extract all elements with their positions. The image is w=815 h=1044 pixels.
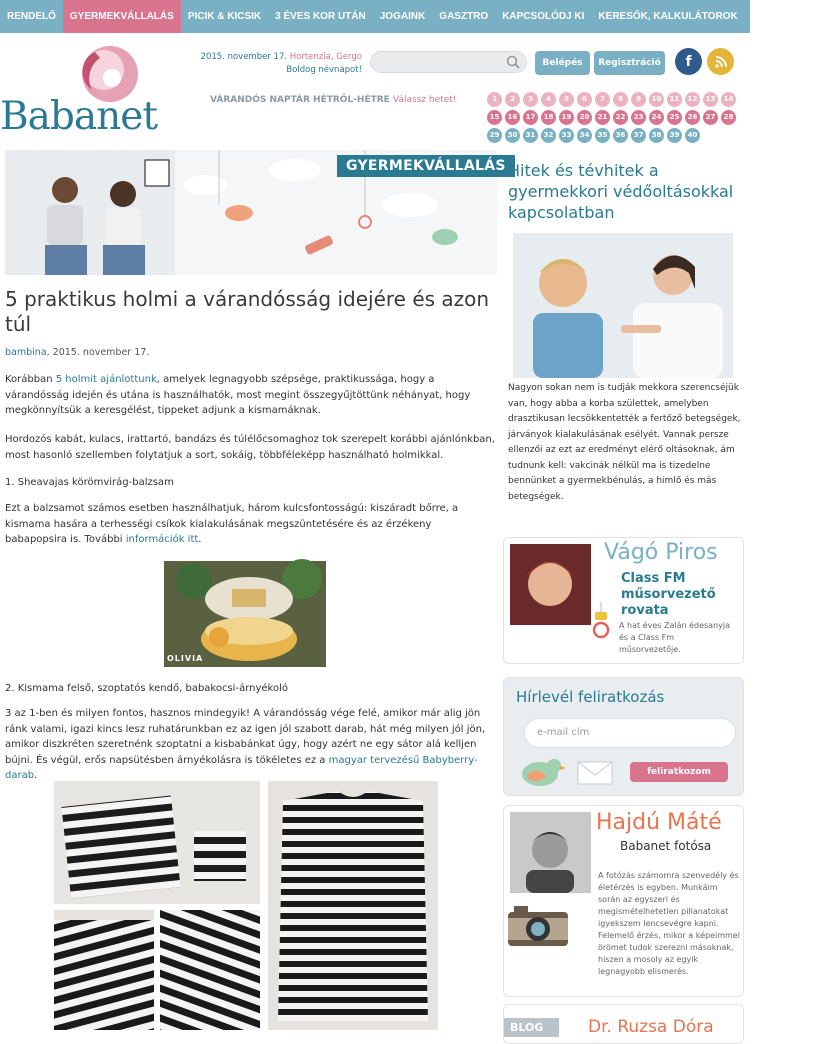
week-button-39[interactable]: 39: [667, 128, 682, 143]
photographer-name[interactable]: Hajdú Máté: [596, 810, 722, 835]
week-button-13[interactable]: 13: [703, 92, 718, 107]
week-button-16[interactable]: 16: [505, 110, 520, 125]
columnist-role: Class FM műsorvezető rovata: [621, 571, 716, 618]
newsletter-email-input[interactable]: e-mail cím: [524, 718, 736, 748]
author-link[interactable]: bambina: [5, 347, 47, 358]
week-selector: [487, 92, 742, 143]
striped-top-image: [268, 781, 438, 1030]
logo-text: Babanet: [0, 94, 157, 139]
facebook-icon[interactable]: f: [675, 48, 702, 75]
main-nav: [0, 0, 808, 33]
article-heading-2: 2. Kismama felső, szoptatós kendő, babakocsi-árnyékoló: [5, 683, 288, 694]
article-paragraph-4: 3 az 1-ben és milyen fontos, hasznos mindegyik! A várandósság vége felé, amikor már alig jön ránk valami, igazi kincs lesz ruhatárunkban ez az igen jól szabott darab, hát még milyen jól jön, amikor diszkréten szeretnénk szoptatni a kisbabánkat úgy, hogy azért ne egy sátor alá kelljen bújni. És végül, erős napsütésben árnyékolásra is tökéletes ez a magyar tervezésű Babyberry-darab.: [5, 708, 486, 781]
article-heading-1: 1. Sheavajas körömvirág-balzsam: [5, 477, 174, 488]
week-button-25[interactable]: 25: [667, 110, 682, 125]
nav-item-5[interactable]: GASZTRO: [439, 11, 489, 22]
week-button-23[interactable]: 23: [631, 110, 646, 125]
week-button-21[interactable]: 21: [595, 110, 610, 125]
week-button-3[interactable]: 3: [523, 92, 538, 107]
photographer-avatar: [510, 812, 591, 893]
nav-item-8[interactable]: TÁRSALGÓ: [751, 11, 808, 22]
week-button-12[interactable]: 12: [685, 92, 700, 107]
babanet-logo[interactable]: [0, 40, 190, 145]
columnist-avatar: [510, 544, 591, 625]
blogger-name[interactable]: Dr. Ruzsa Dóra: [588, 1017, 714, 1037]
week-button-8[interactable]: 8: [613, 92, 628, 107]
week-button-4[interactable]: 4: [541, 92, 556, 107]
date-nameday: [200, 51, 362, 77]
search-icon[interactable]: [506, 55, 520, 69]
search-input[interactable]: [379, 55, 509, 75]
week-button-36[interactable]: 36: [613, 128, 628, 143]
previous-article-link[interactable]: 5 holmit ajánlottunk: [55, 374, 157, 385]
striped-detail-image-2: [160, 910, 260, 1030]
pregnancy-calendar-label: VÁRANDÓS NAPTÁR HÉTRŐL-HÉTRE Válassz hetet!: [210, 95, 457, 105]
doctor-child-image: [513, 233, 733, 378]
vaccination-photo: [513, 233, 733, 378]
newsletter-title: Hírlevél feliratkozás: [516, 688, 665, 706]
week-button-28[interactable]: 28: [721, 110, 736, 125]
week-button-5[interactable]: 5: [559, 92, 574, 107]
week-button-14[interactable]: 14: [721, 92, 736, 107]
article-byline: [5, 347, 149, 358]
week-button-24[interactable]: 24: [649, 110, 664, 125]
week-button-31[interactable]: 31: [523, 128, 538, 143]
rss-icon[interactable]: [707, 48, 734, 75]
nav-item-1[interactable]: GYERMEKVÁLLALÁS: [63, 0, 181, 33]
week-button-38[interactable]: 38: [649, 128, 664, 143]
babyberry-product-link[interactable]: magyar tervezésű Babyberry-darab: [5, 754, 478, 781]
nav-item-7[interactable]: KERESŐK, KALKULÁTOROK: [598, 11, 738, 22]
camera-icon: [506, 904, 570, 948]
columnist-name[interactable]: Vágó Piros: [604, 540, 718, 565]
nav-item-6[interactable]: KAPCSOLÓDJ KI: [502, 11, 585, 22]
week-button-33[interactable]: 33: [559, 128, 574, 143]
nav-item-0[interactable]: RENDELŐ: [7, 11, 56, 22]
week-button-34[interactable]: 34: [577, 128, 592, 143]
week-button-10[interactable]: 10: [649, 92, 664, 107]
featured-article-excerpt: Nagyon sokan nem is tudják mekkora szerencséjük van, hogy abba a korba születtek, amelyben drasztikusan lecsökkentették a fertőző betegségek, járványok kialakulásának esélyét. Vannak persze ellenzői az ezt az eredményt elérő oltásoknak, ám tudnunk kell: vakcinák nélkül ma is tizedelne bennünket a gyermekbénulás, a himlő és más betegségek.: [508, 383, 741, 502]
nav-item-2[interactable]: PICIK & KICSIK: [187, 11, 262, 22]
image-watermark: OLIVIA: [167, 654, 204, 663]
featured-article-title[interactable]: Hitek és tévhitek a gyermekkori védőoltásokkal kapcsolatban: [508, 161, 734, 222]
week-button-27[interactable]: 27: [703, 110, 718, 125]
columnist-description: A hat éves Zalán édesanyja és a Class Fm műsorvezetője.: [619, 621, 730, 654]
week-button-15[interactable]: 15: [487, 110, 502, 125]
photographer-description: A fotózás számomra szenvedély és életérzés is egyben. Munkáim során az egyszeri és megismételhetetlen pillanatokat igyekszem lencsevégre kapni. Felemelő érzés, mikor a képeimmel örömet tudok szerezni másoknak, hiszen a mosoly az egyik legnagyobb elismerés.: [598, 871, 740, 976]
balm-product-photo: [164, 561, 326, 667]
week-button-29[interactable]: 29: [487, 128, 502, 143]
striped-cover-photo-1: [54, 781, 260, 904]
photographer-role: Babanet fotósa: [620, 839, 712, 853]
week-button-26[interactable]: 26: [685, 110, 700, 125]
week-button-1[interactable]: 1: [487, 92, 502, 107]
week-button-37[interactable]: 37: [631, 128, 646, 143]
bird-envelope-icon: [510, 748, 620, 792]
login-button[interactable]: Belépés: [535, 51, 590, 75]
week-button-32[interactable]: 32: [541, 128, 556, 143]
week-button-19[interactable]: 19: [559, 110, 574, 125]
name-day-wish: Boldog névnapot!: [286, 65, 362, 75]
subscribe-button[interactable]: feliratkozom: [630, 762, 728, 782]
choose-week-prompt: Válassz hetet!: [392, 95, 457, 105]
current-date: 2015. november 17.: [200, 52, 288, 62]
article-title[interactable]: 5 praktikus holmi a várandósság idejére és azon túl: [5, 287, 490, 336]
more-info-link[interactable]: információk itt: [125, 534, 199, 545]
week-button-11[interactable]: 11: [667, 92, 682, 107]
columnist-card-hajdu-mate[interactable]: [503, 805, 744, 997]
category-badge[interactable]: GYERMEKVÁLLALÁS: [337, 155, 515, 177]
striped-detail-image-1: [54, 910, 154, 1030]
nav-item-4[interactable]: JOGAINK: [379, 11, 426, 22]
search-box[interactable]: [370, 51, 527, 73]
pacifier-icon: [591, 602, 611, 642]
publish-date: , 2015. november 17.: [46, 347, 150, 358]
week-button-30[interactable]: 30: [505, 128, 520, 143]
blog-tag: BLOG: [504, 1018, 559, 1037]
register-button[interactable]: Regisztráció: [594, 51, 665, 75]
article-paragraph-2: Hordozós kabát, kulacs, irattartó, bandázs és túlélőcsomaghoz tok szerepelt korábbi ajánlónkban, most hasonló szellemben folytatjuk a sort, sokáig, többféleképp használható holmikkal.: [5, 434, 495, 461]
newsletter-signup: [503, 677, 744, 796]
columnist-card-vago-piros[interactable]: [503, 537, 744, 664]
week-button-35[interactable]: 35: [595, 128, 610, 143]
nav-item-3[interactable]: 3 ÉVES KOR UTÁN: [275, 11, 366, 22]
week-button-2[interactable]: 2: [505, 92, 520, 107]
article-paragraph-1: Korábban 5 holmit ajánlottunk, amelyek legnagyobb szépsége, praktikussága, hogy a várandósság idején és utána is használhatók, most megint összegyűjtöttünk néhányat, hogy megkönnyítsük a keresgélést, tippeket adjunk a kismamáknak.: [5, 374, 471, 416]
week-button-22[interactable]: 22: [613, 110, 628, 125]
week-button-17[interactable]: 17: [523, 110, 538, 125]
week-button-6[interactable]: 6: [577, 92, 592, 107]
week-button-18[interactable]: 18: [541, 110, 556, 125]
article-paragraph-3: Ezt a balzsamot számos esetben használhatjuk, három kulcsfontosságú: kiszáradt bőrre, a kismama hasára a terhességi csíkok kialakulásának megszüntetésére és az érzékeny babapopsira is. További információk itt.: [5, 503, 459, 545]
balm-jar-image: [164, 561, 326, 667]
week-button-9[interactable]: 9: [631, 92, 646, 107]
week-button-20[interactable]: 20: [577, 110, 592, 125]
striped-cover-photo-2: [54, 910, 154, 1030]
striped-cover-photo-3: [160, 910, 260, 1030]
week-button-40[interactable]: 40: [685, 128, 700, 143]
striped-fabric-image: [54, 781, 260, 904]
striped-top-photo: [268, 781, 438, 1030]
week-button-7[interactable]: 7: [595, 92, 610, 107]
name-day-names[interactable]: Hortenzia, Gergo: [289, 52, 362, 62]
